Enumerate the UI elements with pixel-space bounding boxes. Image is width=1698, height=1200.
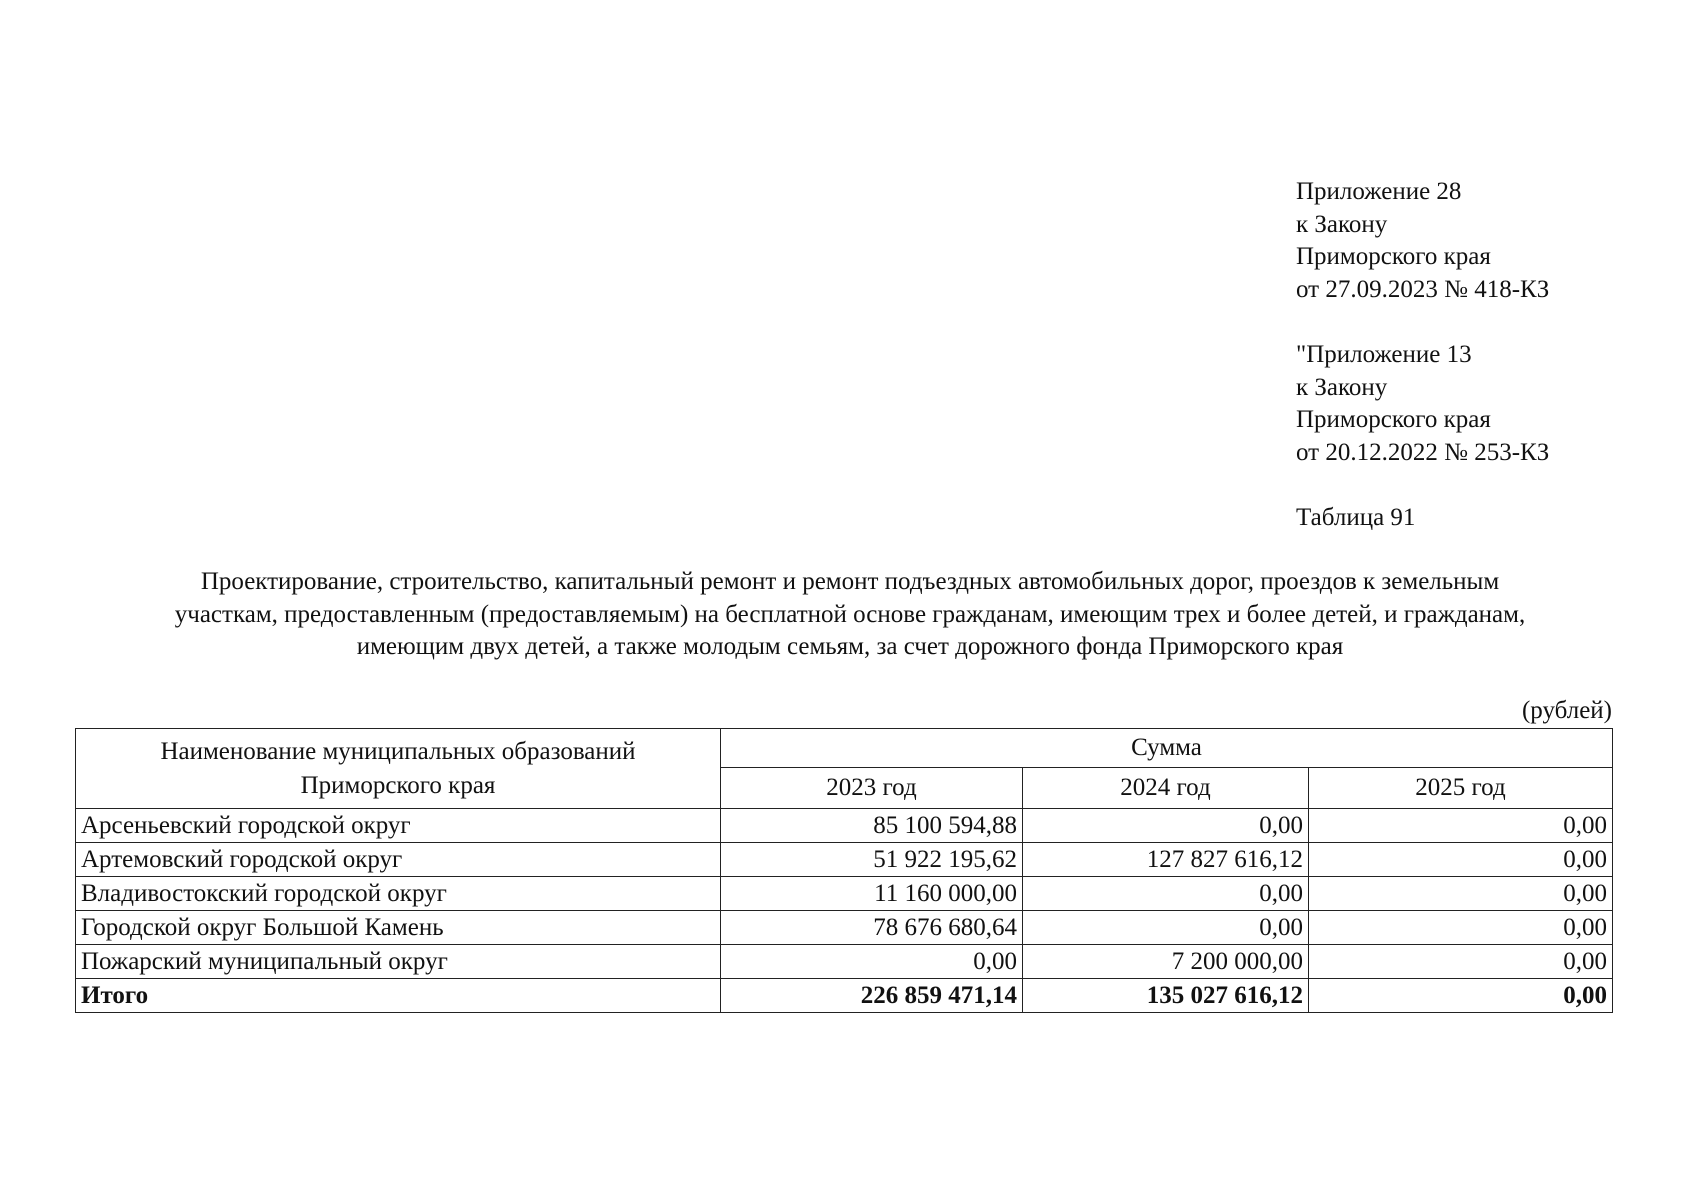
municipality-name: Пожарский муниципальный округ — [76, 945, 721, 979]
units-label: (рублей) — [1521, 697, 1612, 724]
municipality-column-header — [76, 729, 721, 809]
municipality-name: Артемовский городской округ — [76, 843, 721, 877]
total-row — [76, 979, 1613, 1013]
total-2025: 0,00 — [1309, 979, 1613, 1013]
appendix-original-line-1: "Приложение 13 — [1296, 341, 1472, 368]
amount-2024: 0,00 — [1023, 911, 1309, 945]
table-row — [76, 911, 1613, 945]
document-title-line-2: участкам, предоставленным (предоставляемым) на бесплатной основе гражданам, имеющим трех и более детей, и гражданам, — [174, 600, 1526, 628]
appendix-original-line-3: Приморского края — [1296, 406, 1491, 433]
amount-2023: 11 160 000,00 — [721, 877, 1023, 911]
amount-2024: 7 200 000,00 — [1023, 945, 1309, 979]
funding-table — [75, 728, 1613, 1013]
municipality-name: Городской округ Большой Камень — [76, 911, 721, 945]
total-2024: 135 027 616,12 — [1023, 979, 1309, 1013]
document-title-line-1: Проектирование, строительство, капитальный ремонт и ремонт подъездных автомобильных дорог, проездов к земельным — [200, 568, 1500, 595]
amount-2024: 0,00 — [1023, 877, 1309, 911]
year-header-2025: 2025 год — [1309, 768, 1613, 809]
appendix-current-line-1: Приложение 28 — [1296, 178, 1462, 205]
document-title-line-3: имеющим двух детей, а также молодым семьям, за счет дорожного фонда Приморского края — [356, 633, 1344, 660]
amount-2025: 0,00 — [1309, 809, 1613, 843]
amount-2025: 0,00 — [1309, 877, 1613, 911]
appendix-current-line-4: от 27.09.2023 № 418-КЗ — [1296, 275, 1550, 303]
appendix-original-line-4: от 20.12.2022 № 253-КЗ — [1296, 438, 1550, 466]
appendix-original-line-2: к Закону — [1296, 373, 1388, 401]
amount-2025: 0,00 — [1309, 911, 1613, 945]
appendix-current-reference — [1296, 176, 1549, 306]
amount-2025: 0,00 — [1309, 945, 1613, 979]
municipality-name: Владивостокский городской округ — [76, 877, 721, 911]
table-row — [76, 809, 1613, 843]
municipality-header-line-1: Наименование муниципальных образований — [160, 737, 636, 765]
amount-2025: 0,00 — [1309, 843, 1613, 877]
table-row — [76, 945, 1613, 979]
table-number: Таблица 91 — [1296, 504, 1416, 531]
amount-2023: 85 100 594,88 — [721, 809, 1023, 843]
amount-2024: 0,00 — [1023, 809, 1309, 843]
year-header-2023: 2023 год — [721, 768, 1023, 809]
sum-column-header: Сумма — [721, 729, 1613, 768]
amount-2023: 78 676 680,64 — [721, 911, 1023, 945]
total-label: Итого — [76, 979, 721, 1013]
amount-2024: 127 827 616,12 — [1023, 843, 1309, 877]
municipality-header-line-2: Приморского края — [300, 771, 496, 799]
table-row — [76, 843, 1613, 877]
amount-2023: 51 922 195,62 — [721, 843, 1023, 877]
appendix-current-line-2: к Закону — [1296, 210, 1388, 238]
total-2023: 226 859 471,14 — [721, 979, 1023, 1013]
appendix-current-line-3: Приморского края — [1296, 243, 1491, 270]
document-title — [70, 566, 1630, 664]
year-header-2024: 2024 год — [1023, 768, 1309, 809]
amount-2023: 0,00 — [721, 945, 1023, 979]
appendix-original-reference — [1296, 339, 1549, 469]
table-row — [76, 877, 1613, 911]
municipality-name: Арсеньевский городской округ — [76, 809, 721, 843]
